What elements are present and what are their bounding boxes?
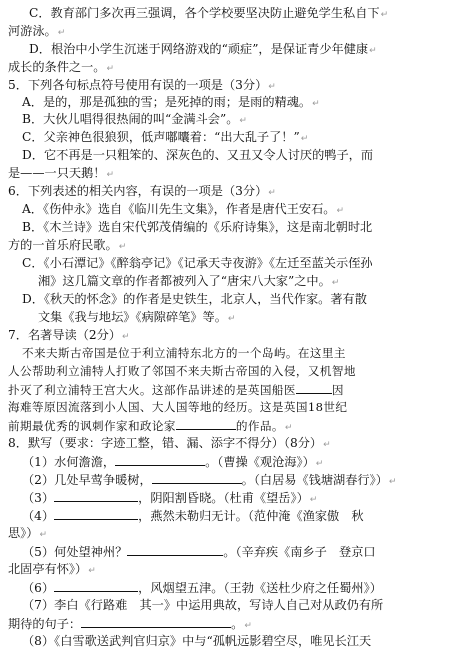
paragraph-mark-icon: ↵ (244, 621, 252, 631)
line-text: 不来夫斯古帝国是位于利立浦特东北方的一个岛屿。在这里主 (22, 346, 346, 360)
line-text: C．教育部门多次再三强调，各个学校要坚决防止避免学生私自下 (29, 6, 380, 20)
paragraph-mark-icon: ↵ (331, 278, 340, 288)
text-line (22, 580, 382, 595)
paragraph-mark-icon: ↵ (268, 82, 276, 92)
paragraph-mark-icon: ↵ (336, 206, 345, 216)
paragraph-mark-icon: ↵ (118, 242, 127, 252)
answer-blank[interactable] (54, 508, 138, 520)
line-text: （1）水何澹澹， (22, 455, 116, 469)
line-text: A．是的，那是孤独的雪；是死掉的雨；是雨的精魂。 (22, 95, 312, 109)
line-text: （5）何处望神州？ (22, 545, 128, 559)
text-line (22, 112, 247, 128)
text-line (22, 544, 376, 559)
paragraph-mark-icon: ↵ (122, 332, 130, 342)
question-8-line (22, 634, 371, 648)
text-line (29, 42, 377, 58)
line-text-after: 。（辛弃疾《南乡子 登京口 (223, 545, 376, 559)
line-text: D．它不再是一只粗笨的、深灰色的、又丑又令人讨厌的鸭子，而 (22, 148, 374, 162)
text-line (22, 202, 344, 218)
line-text: B．大伙儿唱得很热闹的叫“金满斗会”。 (22, 112, 239, 126)
text-line (22, 598, 383, 612)
text-line (8, 436, 331, 452)
line-text: （4） (22, 509, 55, 523)
line-text: 海难等原因流落到小人国、大人国等地的经历。这是英国18世纪 (8, 400, 348, 414)
text-line (8, 418, 293, 435)
answer-blank[interactable] (176, 418, 236, 430)
line-text: 6．下列表述的相关内容，有误的一项是（3分） (8, 184, 268, 198)
text-line (8, 382, 344, 397)
paragraph-mark-icon: ↵ (300, 134, 309, 144)
paragraph-mark-icon: ↵ (239, 116, 247, 126)
paragraph-mark-icon: ↵ (106, 170, 115, 180)
line-text: （7）李白《行路难 其一》中运用典故，写诗人自己对从政仍有所 (22, 598, 384, 612)
line-text: 成长的条件之一。 (8, 60, 106, 74)
text-line (22, 95, 320, 111)
line-text: C．父亲神色很狼狈，低声嘟囔着：“出大乱子了！” (22, 130, 300, 144)
line-text: 扑灭了利立浦特王宫大火。这部作品讲述的是英国船医 (8, 383, 296, 397)
line-text: 8．默写（要求：字迹工整，错、漏、添字不得分）（8分） (8, 436, 323, 450)
text-line (8, 24, 65, 40)
line-text: B．《木兰诗》选自宋代郭茂倩编的《乐府诗集》，这是南北朝时北 (22, 220, 373, 234)
text-line (8, 364, 356, 378)
line-text: 前期最优秀的讽刺作家和政论家 (8, 419, 176, 433)
text-line (38, 274, 339, 290)
line-text: D．根治中小学生沉迷于网络游戏的“顽症”，是保证青少年健康 (29, 42, 369, 56)
line-text: （6） (22, 581, 55, 595)
text-line (8, 238, 126, 254)
line-text: 期待的句子： (8, 617, 82, 631)
line-text-after: ，阴阳割昏晓。（杜甫《望岳》） (138, 491, 309, 505)
text-line (38, 310, 235, 326)
line-text-after: ，燕然未勒归无计。（范仲淹《渔家傲 秋 (138, 509, 364, 523)
line-text: 是——一只天鹅！ (8, 166, 106, 180)
answer-blank[interactable] (115, 454, 205, 466)
paragraph-mark-icon: ↵ (284, 423, 293, 433)
answer-blank[interactable] (296, 382, 332, 394)
line-text: 北固亭有怀》） (8, 562, 88, 576)
text-line (22, 508, 364, 523)
text-line (8, 60, 114, 76)
text-line (22, 220, 372, 234)
text-line (8, 328, 130, 344)
text-line (22, 148, 373, 162)
text-line (8, 78, 276, 94)
answer-blank[interactable] (54, 490, 138, 502)
text-line (22, 472, 396, 489)
line-text: 湘》这几篇文章的作者都被列入了“唐宋八大家”之中。 (38, 274, 331, 288)
text-line (8, 400, 347, 414)
text-line (8, 562, 96, 578)
line-text: （2）几处早莺争暖树， (22, 473, 152, 487)
paragraph-mark-icon: ↵ (106, 64, 115, 74)
line-text: D．《秋天的怀念》的作者是史铁生，北京人，当代作家。著有散 (22, 292, 367, 306)
paragraph-mark-icon: ↵ (380, 10, 389, 20)
text-line (22, 130, 308, 146)
line-text-after: 。（曹操《观沧海》） (205, 455, 315, 469)
text-line (8, 526, 47, 542)
line-text: 人公帮助利立浦特人打败了邻国不来夫斯古帝国的入侵，又机智地 (8, 364, 356, 378)
line-text: 河游泳。 (8, 24, 57, 38)
line-text: （8）《白雪歌送武判官归京》中与“孤帆远影碧空尽，唯见长江天 (22, 634, 372, 648)
paragraph-mark-icon: ↵ (369, 46, 377, 56)
line-text: 7．名著导读（2分） (8, 328, 122, 342)
paragraph-mark-icon: ↵ (268, 188, 276, 198)
answer-blank[interactable] (81, 616, 231, 628)
paragraph-mark-icon: ↵ (309, 495, 318, 505)
text-line (8, 616, 252, 633)
answer-blank[interactable] (152, 472, 242, 484)
line-text: 方的一首乐府民歌。 (8, 238, 118, 252)
line-text: 5．下列各句标点符号使用有误的一项是（3分） (8, 78, 268, 92)
line-text: 文集《我与地坛》《病隙碎笔》等。 (38, 310, 227, 324)
text-line (8, 184, 276, 200)
text-line (22, 454, 323, 471)
paragraph-mark-icon: ↵ (312, 99, 320, 109)
answer-blank[interactable] (54, 580, 138, 592)
line-text-after: 。（白居易《钱塘湖春行》） (241, 473, 388, 487)
paragraph-mark-icon: ↵ (57, 28, 66, 38)
line-text-after: 因 (331, 383, 344, 397)
paragraph-mark-icon: ↵ (323, 440, 331, 450)
paragraph-mark-icon: ↵ (388, 477, 397, 487)
line-text: （3） (22, 491, 55, 505)
text-line (29, 6, 388, 22)
text-line (22, 256, 373, 270)
paragraph-mark-icon: ↵ (315, 459, 324, 469)
paragraph-mark-icon: ↵ (227, 314, 236, 324)
text-line (22, 346, 346, 360)
line-text-after: 的作品。 (235, 419, 284, 433)
text-line (8, 166, 114, 182)
line-text: A．《伤仲永》选自《临川先生文集》，作者是唐代王安石。 (22, 202, 336, 216)
line-text-after: ，风烟望五津。（王勃《送杜少府之任蜀州》） (138, 581, 382, 595)
paragraph-mark-icon: ↵ (88, 566, 96, 576)
text-line (22, 292, 367, 306)
line-text: 思》） (8, 526, 39, 540)
paragraph-mark-icon: ↵ (39, 530, 48, 540)
line-text-after: 。 (231, 617, 244, 631)
answer-blank[interactable] (127, 544, 223, 556)
text-line (22, 490, 317, 507)
line-text: C．《小石潭记》《醉翁亭记》《记承天寺夜游》《左迁至蓝关示侄孙 (22, 256, 373, 270)
